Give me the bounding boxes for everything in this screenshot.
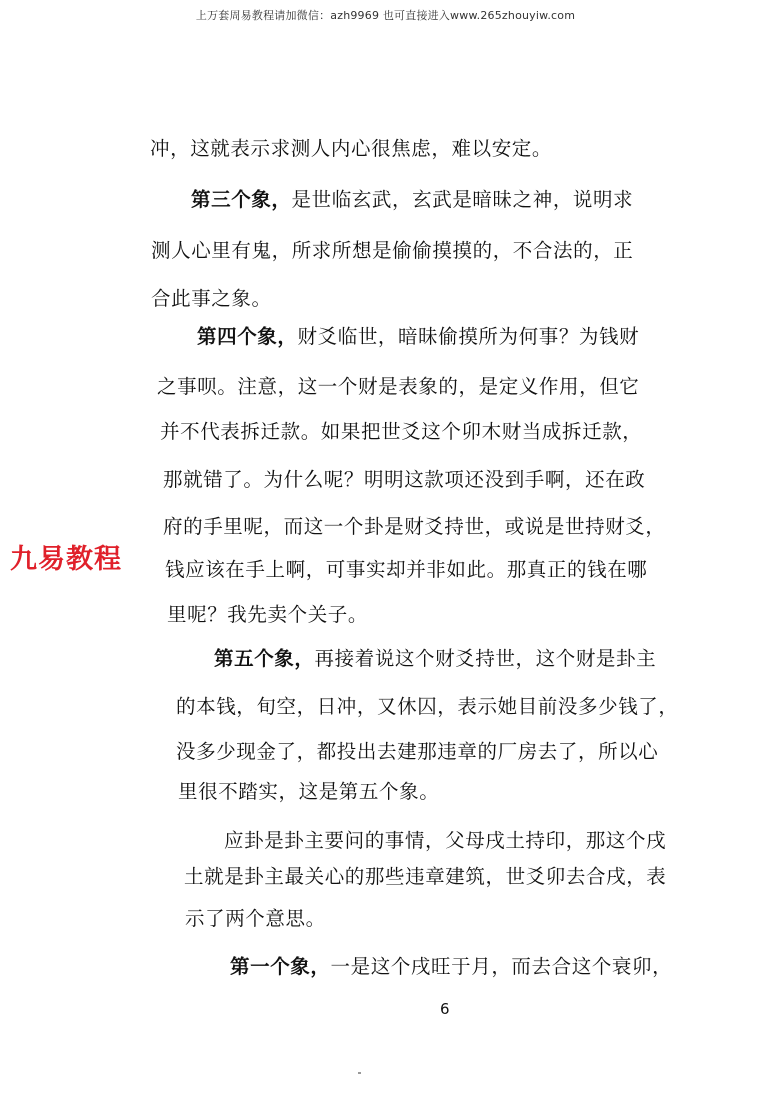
line-text: 钱应该在手上啊，可事实却并非如此。那真正的钱在哪 — [165, 558, 648, 581]
line-text: 土就是卦主最关心的那些违章建筑，世爻卯去合戌，表 — [184, 865, 667, 888]
text-line — [176, 691, 679, 719]
line-lead: 第三个象， — [191, 188, 292, 211]
text-line — [151, 235, 633, 263]
line-text: 示了两个意思。 — [185, 907, 326, 930]
text-line — [224, 825, 666, 853]
watermark-logo: 九易教程 — [10, 544, 122, 575]
line-text: 一是这个戌旺于月，而去合这个衰卯， — [330, 955, 673, 978]
text-line — [150, 133, 552, 161]
line-text: 之事呗。注意，这一个财是表象的，是定义作用，但它 — [157, 375, 640, 398]
line-lead: 第一个象， — [230, 955, 331, 978]
line-text: 并不代表拆迁款。如果把世爻这个卯木财当成拆迁款， — [160, 420, 643, 443]
text-line — [197, 321, 639, 349]
line-text: 是世临玄武，玄武是暗昧之神，说明求 — [291, 188, 634, 211]
text-line — [191, 184, 633, 212]
line-text: 里很不踏实，这是第五个象。 — [178, 780, 440, 803]
line-lead: 第五个象， — [214, 647, 315, 670]
line-text: 府的手里呢，而这一个卦是财爻持世，或说是世持财爻， — [163, 515, 666, 538]
text-line — [178, 776, 439, 804]
line-text: 再接着说这个财爻持世，这个财是卦主 — [314, 647, 657, 670]
page-number: 6 — [440, 1000, 450, 1018]
text-line — [184, 861, 666, 889]
text-line — [163, 511, 666, 539]
text-line — [230, 951, 672, 979]
text-line — [167, 599, 368, 627]
line-text: 应卦是卦主要问的事情，父母戌土持印，那这个戌 — [224, 829, 667, 852]
text-line — [157, 371, 639, 399]
line-text: 里呢？我先卖个关子。 — [167, 603, 369, 626]
header-banner: 上万套周易教程请加微信：azh9969 也可直接进入www.265zhouyiw.com — [195, 9, 576, 22]
text-line — [163, 464, 645, 492]
scan-speck — [358, 1072, 361, 1074]
line-text: 冲，这就表示求测人内心很焦虑，难以安定。 — [150, 137, 553, 160]
line-text: 那就错了。为什么呢？明明这款项还没到手啊，还在政 — [163, 468, 646, 491]
text-line — [214, 643, 656, 671]
text-line — [151, 283, 272, 311]
text-line — [165, 554, 647, 582]
line-text: 的本钱，旬空，日冲，又休囚，表示她目前没多少钱了， — [176, 695, 679, 718]
line-text: 没多少现金了，都投出去建那违章的厂房去了，所以心 — [176, 740, 659, 763]
line-text: 财爻临世，暗昧偷摸所为何事？为钱财 — [297, 325, 640, 348]
line-lead: 第四个象， — [197, 325, 298, 348]
text-line — [185, 903, 326, 931]
line-text: 合此事之象。 — [151, 287, 272, 310]
text-line — [160, 416, 642, 444]
line-text: 测人心里有鬼，所求所想是偷偷摸摸的，不合法的，正 — [151, 239, 634, 262]
text-line — [176, 736, 658, 764]
